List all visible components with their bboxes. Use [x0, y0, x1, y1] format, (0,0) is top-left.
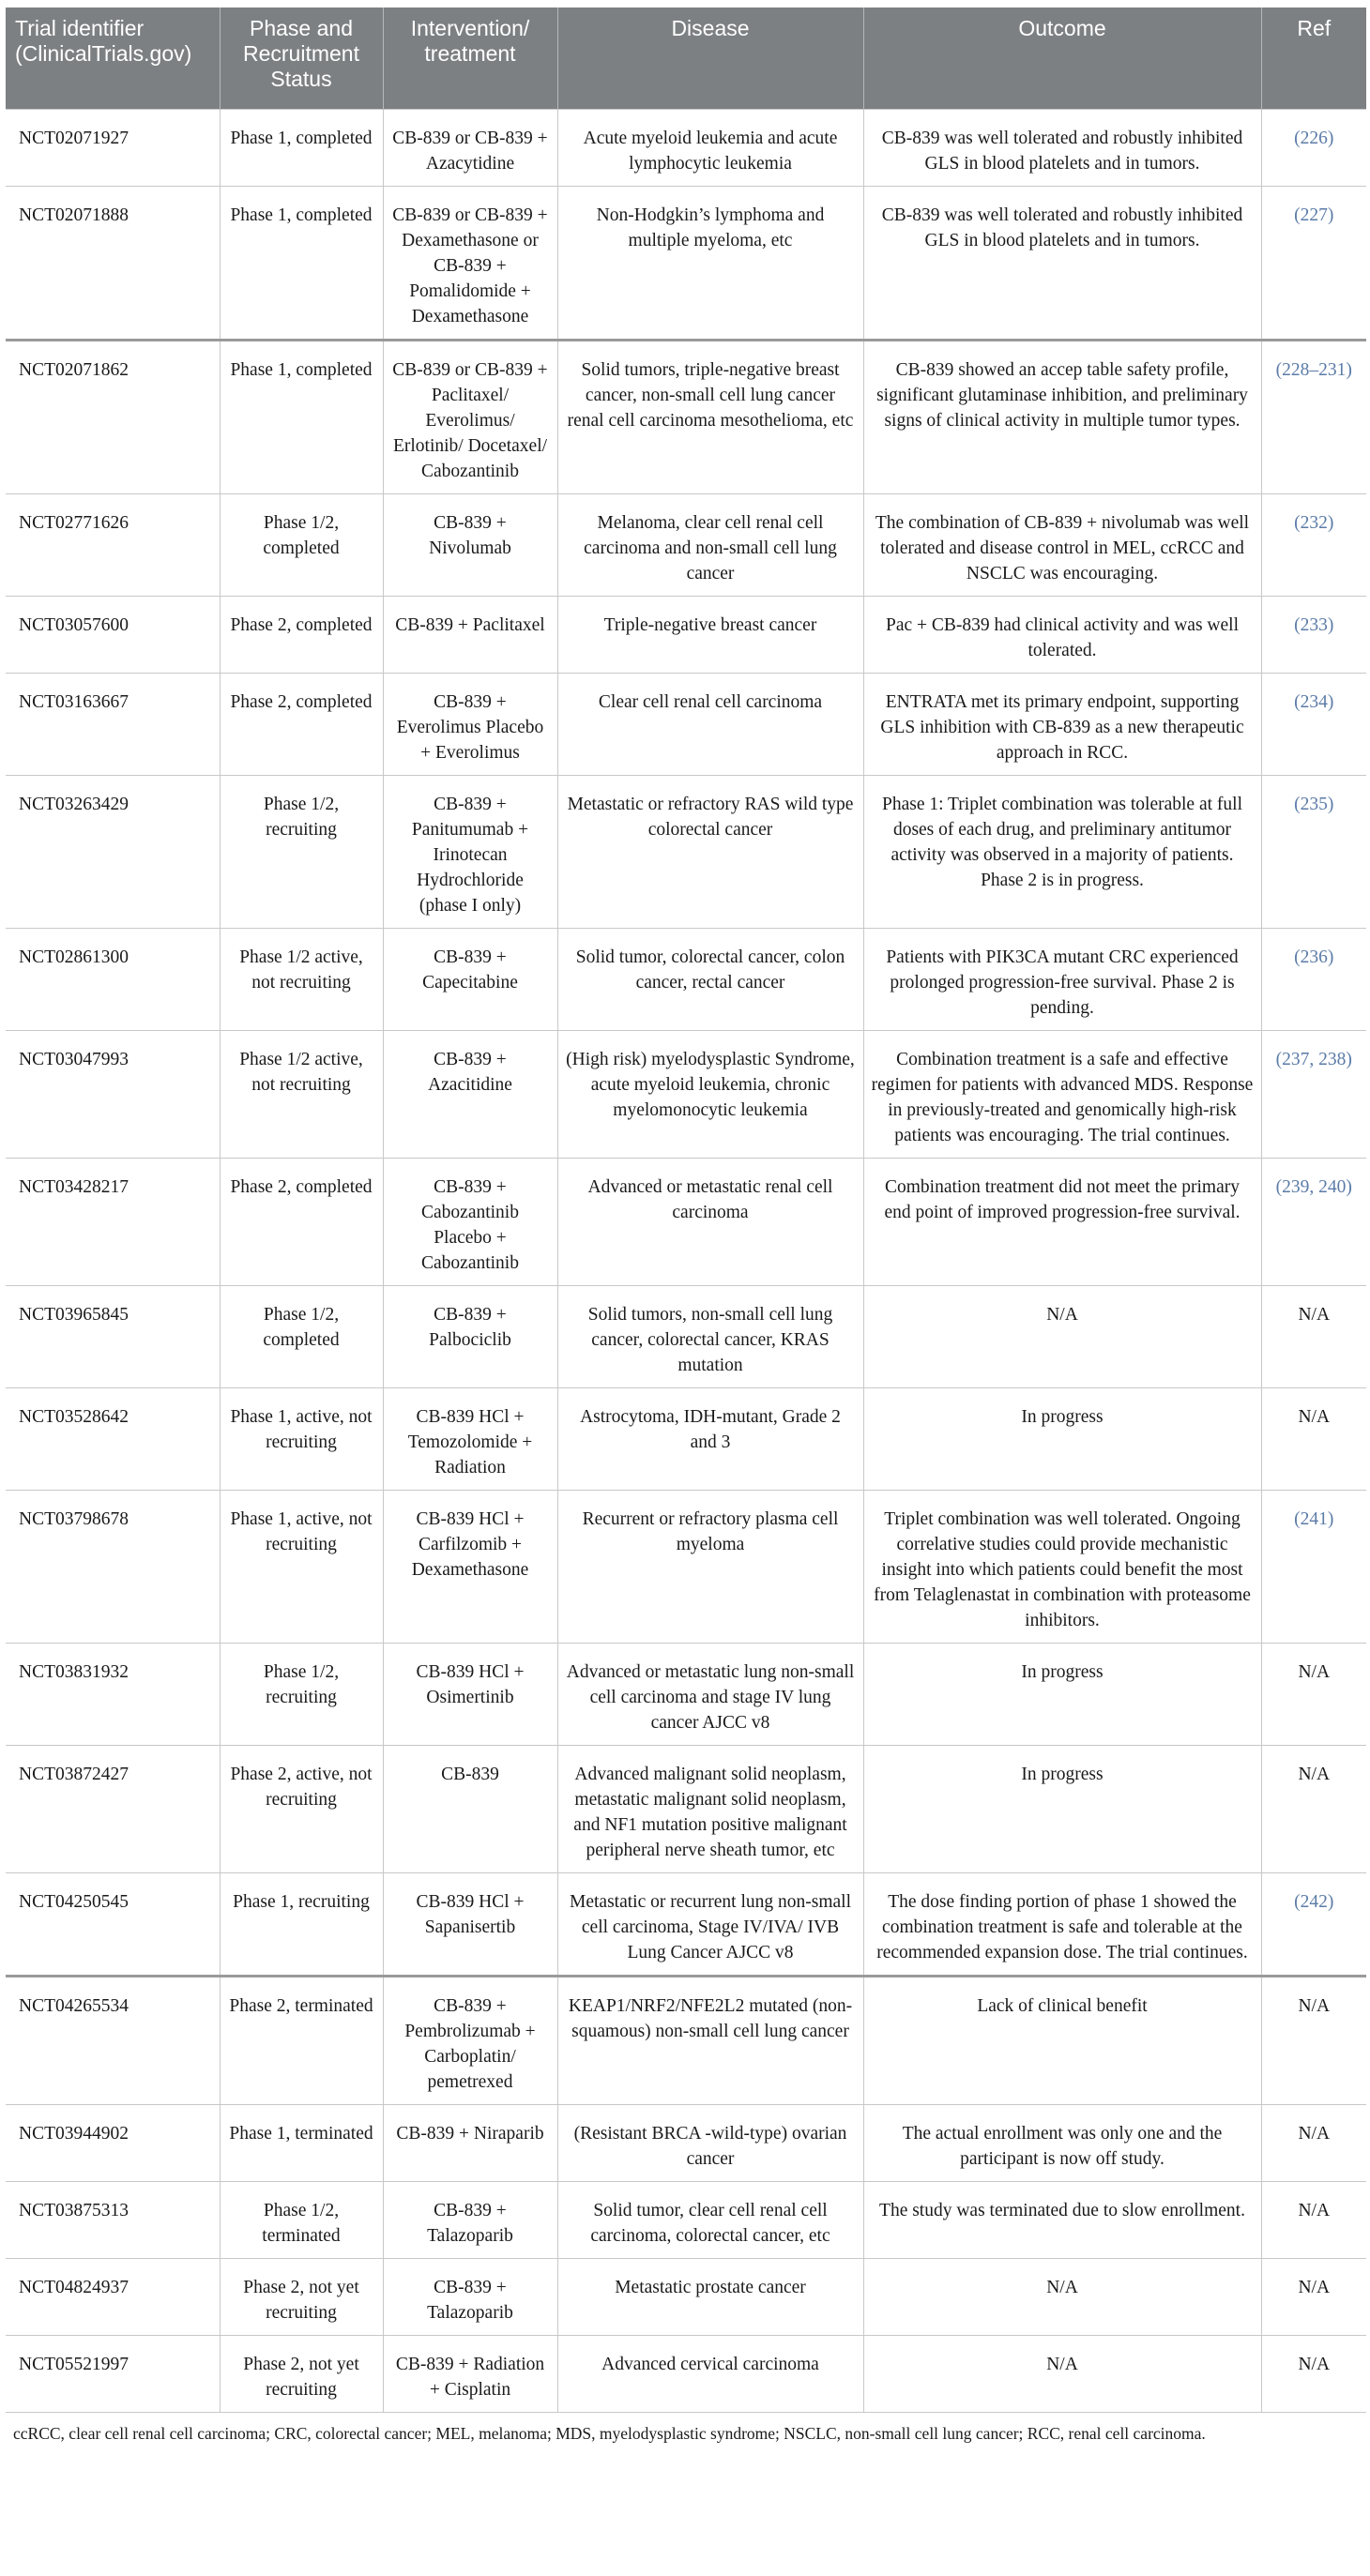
cell-trial-id: NCT03047993	[6, 1030, 220, 1158]
table-header	[6, 8, 1366, 109]
table-body	[6, 109, 1366, 2412]
cell-ref: N/A	[1261, 2335, 1366, 2412]
cell-trial-id: NCT03057600	[6, 596, 220, 673]
cell-ref: N/A	[1261, 1387, 1366, 1490]
cell-intervention: CB-839 HCl + Osimertinib	[383, 1643, 557, 1745]
cell-phase-status: Phase 1, terminated	[220, 2104, 383, 2181]
cell-outcome: The actual enrollment was only one and the participant is now off study.	[863, 2104, 1261, 2181]
cell-trial-id: NCT03872427	[6, 1745, 220, 1872]
cell-intervention: CB-839 HCl + Sapanisertib	[383, 1872, 557, 1976]
cell-disease: Metastatic or recurrent lung non-small cell carcinoma, Stage IV/IVA/ IVB Lung Cancer AJCC v8	[557, 1872, 863, 1976]
cell-trial-id: NCT02861300	[6, 928, 220, 1030]
cell-phase-status: Phase 1/2, terminated	[220, 2181, 383, 2258]
cell-trial-id: NCT02071862	[6, 340, 220, 493]
cell-disease: Triple-negative breast cancer	[557, 596, 863, 673]
cell-disease: Advanced or metastatic lung non-small cell carcinoma and stage IV lung cancer AJCC v8	[557, 1643, 863, 1745]
table-row	[6, 2104, 1366, 2181]
cell-trial-id: NCT03875313	[6, 2181, 220, 2258]
cell-outcome: In progress	[863, 1745, 1261, 1872]
cell-intervention: CB-839 + Nivolumab	[383, 493, 557, 596]
cell-intervention: CB-839 + Niraparib	[383, 2104, 557, 2181]
table-row	[6, 493, 1366, 596]
table-row	[6, 109, 1366, 186]
cell-outcome: The study was terminated due to slow enrollment.	[863, 2181, 1261, 2258]
cell-phase-status: Phase 2, active, not recruiting	[220, 1745, 383, 1872]
cell-ref: N/A	[1261, 1745, 1366, 1872]
cell-ref	[1261, 673, 1366, 775]
cell-phase-status: Phase 1, completed	[220, 340, 383, 493]
cell-outcome: N/A	[863, 2258, 1261, 2335]
cell-intervention: CB-839 + Pembrolizumab + Carboplatin/ pemetrexed	[383, 1976, 557, 2104]
reference-link[interactable]: (233)	[1294, 614, 1334, 635]
cell-intervention: CB-839 + Paclitaxel	[383, 596, 557, 673]
cell-trial-id: NCT05521997	[6, 2335, 220, 2412]
cell-disease: (Resistant BRCA -wild-type) ovarian cancer	[557, 2104, 863, 2181]
cell-intervention: CB-839	[383, 1745, 557, 1872]
reference-link[interactable]: (234)	[1294, 691, 1334, 712]
table-row	[6, 775, 1366, 928]
cell-disease: Advanced or metastatic renal cell carcinoma	[557, 1158, 863, 1285]
cell-intervention: CB-839 or CB-839 + Azacytidine	[383, 109, 557, 186]
cell-phase-status: Phase 1, completed	[220, 186, 383, 340]
cell-trial-id: NCT03263429	[6, 775, 220, 928]
reference-link[interactable]: (242)	[1294, 1891, 1334, 1912]
cell-trial-id: NCT03798678	[6, 1490, 220, 1643]
cell-disease: Acute myeloid leukemia and acute lymphocytic leukemia	[557, 109, 863, 186]
cell-outcome: N/A	[863, 1285, 1261, 1387]
cell-disease: Solid tumor, clear cell renal cell carcinoma, colorectal cancer, etc	[557, 2181, 863, 2258]
cell-intervention: CB-839 + Talazoparib	[383, 2258, 557, 2335]
cell-trial-id: NCT04250545	[6, 1872, 220, 1976]
cell-trial-id: NCT04824937	[6, 2258, 220, 2335]
header-row	[6, 8, 1366, 109]
cell-phase-status: Phase 1/2 active, not recruiting	[220, 1030, 383, 1158]
cell-disease: Non-Hodgkin’s lymphoma and multiple myeloma, etc	[557, 186, 863, 340]
cell-trial-id: NCT03428217	[6, 1158, 220, 1285]
cell-ref: N/A	[1261, 1643, 1366, 1745]
reference-link[interactable]: (236)	[1294, 947, 1334, 967]
cell-ref: N/A	[1261, 1976, 1366, 2104]
table-row	[6, 1745, 1366, 1872]
cell-ref: N/A	[1261, 2181, 1366, 2258]
table-row	[6, 596, 1366, 673]
cell-ref	[1261, 1158, 1366, 1285]
cell-intervention: CB-839 + Radiation + Cisplatin	[383, 2335, 557, 2412]
cell-outcome: The dose finding portion of phase 1 showed the combination treatment is safe and tolerable at the recommended expansion dose. The trial continues.	[863, 1872, 1261, 1976]
cell-outcome: ENTRATA met its primary endpoint, supporting GLS inhibition with CB-839 as a new therapeutic approach in RCC.	[863, 673, 1261, 775]
cell-ref: N/A	[1261, 1285, 1366, 1387]
cell-disease: (High risk) myelodysplastic Syndrome, acute myeloid leukemia, chronic myelomonocytic leukemia	[557, 1030, 863, 1158]
table-row	[6, 673, 1366, 775]
reference-link[interactable]: (241)	[1294, 1508, 1334, 1529]
reference-link[interactable]: (228–231)	[1275, 359, 1352, 380]
cell-disease: KEAP1/NRF2/NFE2L2 mutated (non-squamous) non-small cell lung cancer	[557, 1976, 863, 2104]
cell-phase-status: Phase 1, active, not recruiting	[220, 1490, 383, 1643]
cell-disease: Solid tumor, colorectal cancer, colon cancer, rectal cancer	[557, 928, 863, 1030]
cell-disease: Clear cell renal cell carcinoma	[557, 673, 863, 775]
cell-intervention: CB-839 HCl + Temozolomide + Radiation	[383, 1387, 557, 1490]
cell-intervention: CB-839 or CB-839 + Paclitaxel/ Everolimus/ Erlotinib/ Docetaxel/ Cabozantinib	[383, 340, 557, 493]
cell-trial-id: NCT03944902	[6, 2104, 220, 2181]
table-row	[6, 2335, 1366, 2412]
header-phase-status: Phase and Recruitment Status	[220, 8, 383, 109]
cell-phase-status: Phase 1, recruiting	[220, 1872, 383, 1976]
cell-phase-status: Phase 1, active, not recruiting	[220, 1387, 383, 1490]
table-row	[6, 1030, 1366, 1158]
table-row	[6, 1976, 1366, 2104]
header-trial-identifier: Trial identifier (ClinicalTrials.gov)	[6, 8, 220, 109]
cell-disease: Recurrent or refractory plasma cell myeloma	[557, 1490, 863, 1643]
table-row	[6, 1490, 1366, 1643]
cell-phase-status: Phase 2, not yet recruiting	[220, 2335, 383, 2412]
table-row	[6, 1643, 1366, 1745]
table-row	[6, 2258, 1366, 2335]
cell-disease: Melanoma, clear cell renal cell carcinoma and non-small cell lung cancer	[557, 493, 863, 596]
cell-intervention: CB-839 + Cabozantinib Placebo + Cabozantinib	[383, 1158, 557, 1285]
cell-trial-id: NCT03831932	[6, 1643, 220, 1745]
cell-ref	[1261, 775, 1366, 928]
cell-outcome: Lack of clinical benefit	[863, 1976, 1261, 2104]
cell-intervention: CB-839 HCl + Carfilzomib + Dexamethasone	[383, 1490, 557, 1643]
cell-phase-status: Phase 1/2 active, not recruiting	[220, 928, 383, 1030]
header-ref: Ref	[1261, 8, 1366, 109]
reference-link[interactable]: (235)	[1294, 794, 1334, 814]
cell-trial-id: NCT04265534	[6, 1976, 220, 2104]
cell-ref	[1261, 109, 1366, 186]
cell-disease: Advanced malignant solid neoplasm, metastatic malignant solid neoplasm, and NF1 mutation positive malignant peripheral nerve sheath tumor, etc	[557, 1745, 863, 1872]
table-row	[6, 1285, 1366, 1387]
cell-trial-id: NCT03965845	[6, 1285, 220, 1387]
cell-trial-id: NCT02071888	[6, 186, 220, 340]
cell-outcome: Patients with PIK3CA mutant CRC experienced prolonged progression-free survival. Phase 2 is pending.	[863, 928, 1261, 1030]
table-row	[6, 928, 1366, 1030]
cell-phase-status: Phase 2, completed	[220, 596, 383, 673]
header-intervention: Intervention/ treatment	[383, 8, 557, 109]
cell-phase-status: Phase 2, completed	[220, 673, 383, 775]
cell-phase-status: Phase 1/2, completed	[220, 493, 383, 596]
cell-phase-status: Phase 2, completed	[220, 1158, 383, 1285]
cell-disease: Solid tumors, non-small cell lung cancer, colorectal cancer, KRAS mutation	[557, 1285, 863, 1387]
cell-disease: Advanced cervical carcinoma	[557, 2335, 863, 2412]
cell-ref: N/A	[1261, 2104, 1366, 2181]
cell-trial-id: NCT03528642	[6, 1387, 220, 1490]
cell-trial-id: NCT02071927	[6, 109, 220, 186]
table-row	[6, 1872, 1366, 1976]
cell-outcome: Pac + CB-839 had clinical activity and was well tolerated.	[863, 596, 1261, 673]
cell-intervention: CB-839 or CB-839 + Dexamethasone or CB-839 + Pomalidomide + Dexamethasone	[383, 186, 557, 340]
cell-outcome: In progress	[863, 1643, 1261, 1745]
cell-outcome: The combination of CB-839 + nivolumab was well tolerated and disease control in MEL, ccRCC and NSCLC was encouraging.	[863, 493, 1261, 596]
cell-ref	[1261, 596, 1366, 673]
table-row	[6, 1387, 1366, 1490]
reference-link[interactable]: (237, 238)	[1275, 1049, 1352, 1069]
cell-ref	[1261, 340, 1366, 493]
header-outcome: Outcome	[863, 8, 1261, 109]
cell-disease: Solid tumors, triple-negative breast cancer, non-small cell lung cancer renal cell carcinoma mesothelioma, etc	[557, 340, 863, 493]
cell-phase-status: Phase 1/2, recruiting	[220, 1643, 383, 1745]
cell-intervention: CB-839 + Everolimus Placebo + Everolimus	[383, 673, 557, 775]
cell-phase-status: Phase 1/2, recruiting	[220, 775, 383, 928]
cell-ref	[1261, 928, 1366, 1030]
reference-link[interactable]: (239, 240)	[1275, 1176, 1352, 1197]
cell-phase-status: Phase 1/2, completed	[220, 1285, 383, 1387]
table-footnote: ccRCC, clear cell renal cell carcinoma; CRC, colorectal cancer; MEL, melanoma; MDS, myelodysplastic syndrome; NSCLC, non-small cell lung cancer; RCC, renal cell carcinoma.	[13, 2423, 1206, 2443]
cell-ref	[1261, 493, 1366, 596]
table-row	[6, 2181, 1366, 2258]
cell-intervention: CB-839 + Panitumumab + Irinotecan Hydrochloride (phase I only)	[383, 775, 557, 928]
cell-outcome: CB-839 showed an accep table safety profile, significant glutaminase inhibition, and preliminary signs of clinical activity in multiple tumor types.	[863, 340, 1261, 493]
cell-ref	[1261, 1030, 1366, 1158]
cell-outcome: Combination treatment did not meet the primary end point of improved progression-free survival.	[863, 1158, 1261, 1285]
cell-intervention: CB-839 + Capecitabine	[383, 928, 557, 1030]
cell-outcome: Triplet combination was well tolerated. Ongoing correlative studies could provide mechanistic insight into which patients could benefit the most from Telaglenastat in combination with proteasome inhibitors.	[863, 1490, 1261, 1643]
reference-link[interactable]: (227)	[1294, 205, 1334, 225]
cell-ref	[1261, 1872, 1366, 1976]
cell-outcome: CB-839 was well tolerated and robustly inhibited GLS in blood platelets and in tumors.	[863, 109, 1261, 186]
cell-outcome: N/A	[863, 2335, 1261, 2412]
cell-outcome: In progress	[863, 1387, 1261, 1490]
cell-intervention: CB-839 + Palbociclib	[383, 1285, 557, 1387]
cell-trial-id: NCT03163667	[6, 673, 220, 775]
cell-disease: Astrocytoma, IDH-mutant, Grade 2 and 3	[557, 1387, 863, 1490]
header-disease: Disease	[557, 8, 863, 109]
cell-disease: Metastatic or refractory RAS wild type colorectal cancer	[557, 775, 863, 928]
cell-outcome: Combination treatment is a safe and effective regimen for patients with advanced MDS. Response in previously-treated and genomically high-risk patients was encouraging. The trial continues.	[863, 1030, 1261, 1158]
cell-ref: N/A	[1261, 2258, 1366, 2335]
table-row	[6, 186, 1366, 340]
cell-ref	[1261, 1490, 1366, 1643]
cell-outcome: Phase 1: Triplet combination was tolerable at full doses of each drug, and preliminary antitumor activity was observed in a majority of patients. Phase 2 is in progress.	[863, 775, 1261, 928]
cell-phase-status: Phase 1, completed	[220, 109, 383, 186]
reference-link[interactable]: (226)	[1294, 128, 1334, 148]
cell-outcome: CB-839 was well tolerated and robustly inhibited GLS in blood platelets and in tumors.	[863, 186, 1261, 340]
cell-intervention: CB-839 + Talazoparib	[383, 2181, 557, 2258]
cell-intervention: CB-839 + Azacitidine	[383, 1030, 557, 1158]
cell-trial-id: NCT02771626	[6, 493, 220, 596]
table-row	[6, 1158, 1366, 1285]
clinical-trials-table	[6, 8, 1366, 2413]
cell-phase-status: Phase 2, not yet recruiting	[220, 2258, 383, 2335]
cell-ref	[1261, 186, 1366, 340]
reference-link[interactable]: (232)	[1294, 512, 1334, 533]
cell-disease: Metastatic prostate cancer	[557, 2258, 863, 2335]
cell-phase-status: Phase 2, terminated	[220, 1976, 383, 2104]
table-row	[6, 340, 1366, 493]
